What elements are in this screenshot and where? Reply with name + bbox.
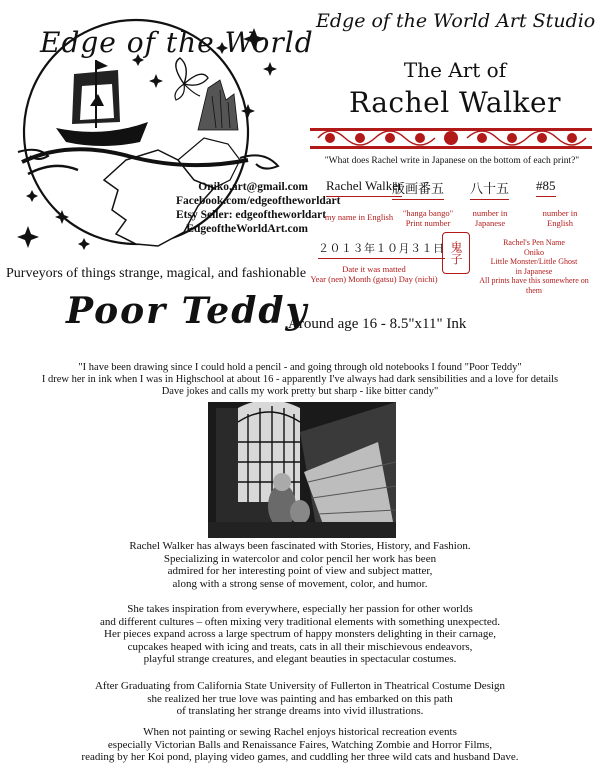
logo-title: Edge of the World <box>40 26 314 59</box>
bio-line: of translating her strange dreams into vivid illustrations. <box>176 705 424 717</box>
bio-line: Specializing in watercolor and color pencil her work has been <box>163 552 437 565</box>
bio-line: After Graduating from California State University of Fullerton in Theatrical Costume Design <box>94 680 506 692</box>
caption-line: Print number <box>405 218 451 228</box>
legend-date-caption <box>310 264 438 284</box>
legend-question: "What does Rachel write in Japanese on the bottom of each print?" <box>324 156 580 166</box>
bio-line: and different cultures – often mixing very traditional elements with something unexpected. <box>100 615 500 628</box>
bio-paragraph-4 <box>0 726 600 764</box>
bio-line: cupcakes heaped with icing and treats, cats in all their mischievous endeavors, <box>127 640 473 653</box>
legend-name-sample: Rachel Walker <box>326 178 402 197</box>
legend-print-caption <box>392 208 464 228</box>
legend-print-number-sample: 版画番五 <box>392 178 444 200</box>
studio-name: Edge of the World Art Studio <box>316 10 596 32</box>
legend-number-jp-sample: 八十五 <box>470 178 509 200</box>
caption-line: number in <box>472 208 508 218</box>
red-ornament-divider <box>310 124 592 154</box>
legend-number-jp-caption <box>460 208 520 228</box>
etsy-link[interactable]: Etsy Seller: edgeoftheworldart <box>176 209 327 221</box>
art-of-label: The Art of <box>403 58 507 82</box>
caption-line: Rachel's Pen Name <box>503 238 565 247</box>
bio-line: admired for her interesting point of view and subject matter, <box>167 565 433 577</box>
legend-number-en-sample: #85 <box>536 178 556 197</box>
bio-line: Rachel Walker has always been fascinated with Stories, History, and Fashion. <box>129 540 471 552</box>
caption-line: in Japanese <box>515 266 553 276</box>
artwork-subtitle: Around age 16 - 8.5"x11" Ink <box>288 316 467 332</box>
artwork-title: Poor Teddy <box>66 290 309 332</box>
bio-paragraph-3 <box>0 680 600 718</box>
artist-name: Rachel Walker <box>349 86 561 119</box>
bio-line: along with a strong sense of movement, color, and humor. <box>172 577 428 590</box>
artist-quote <box>0 362 600 398</box>
quote-line: Dave jokes and calls my work pretty but sharp - like bitter candy" <box>161 386 439 397</box>
legend-pen-name-caption <box>472 238 596 295</box>
contact-block <box>176 180 341 236</box>
caption-line: Little Monster/Little Ghost <box>490 257 578 266</box>
bio-paragraph-2 <box>0 603 600 666</box>
caption-line: Oniko <box>524 247 544 257</box>
caption-line: Year (nen) Month (gatsu) Day (nichi) <box>310 274 438 284</box>
bio-line: she realized her true love was painting and has embarked on this path <box>147 692 453 705</box>
quote-line: "I have been drawing since I could hold a pencil - and going through old notebooks I found "Poor Teddy" <box>78 362 522 373</box>
caption-line: English <box>547 218 573 228</box>
facebook-link[interactable]: Facebook.com/edgeoftheworldart <box>176 195 341 207</box>
caption-line: Japanese <box>474 218 506 228</box>
seal-stamp-icon: 鬼子 <box>442 232 470 274</box>
legend-name-caption: my name in English <box>324 212 394 222</box>
caption-line: number in <box>542 208 578 218</box>
bio-line: She takes inspiration from everywhere, especially her passion for other worlds <box>127 603 473 615</box>
caption-line: "hanga bango" <box>402 208 454 218</box>
bio-paragraph-1 <box>0 540 600 590</box>
legend-number-en-caption <box>530 208 590 228</box>
bio-line: playful strange creatures, and elegant beauties in spectacular costumes. <box>143 653 457 665</box>
bio-line: especially Victorian Balls and Renaissance Faires, Watching Zombie and Horror Films, <box>107 738 493 751</box>
bio-line: Her pieces expand across a large spectrum of happy monsters delighting in their carnage, <box>104 628 496 640</box>
legend-date-sample: ２０１３年１０月３１日 <box>318 240 445 259</box>
ship-icon <box>56 60 148 146</box>
bio-line: When not painting or sewing Rachel enjoys historical recreation events <box>143 726 457 738</box>
bio-line: reading by her Koi pond, playing video games, and cuddling her three wild cats and husband Dave. <box>81 751 519 763</box>
quote-line: I drew her in ink when I was in Highschool at about 16 - apparently I've always had dark sensibilities and a love for details <box>41 374 559 385</box>
butterfly-icon <box>175 58 208 100</box>
tagline: Purveyors of things strange, magical, and fashionable <box>6 266 307 281</box>
caption-line: Date it was matted <box>342 264 406 274</box>
website-link[interactable]: EdgeoftheWorldArt.com <box>186 223 308 235</box>
artwork-image <box>208 402 396 538</box>
email-link[interactable]: Oniko.art@gmail.com <box>198 181 308 193</box>
caption-line: All prints have this somewhere on them <box>479 276 589 295</box>
